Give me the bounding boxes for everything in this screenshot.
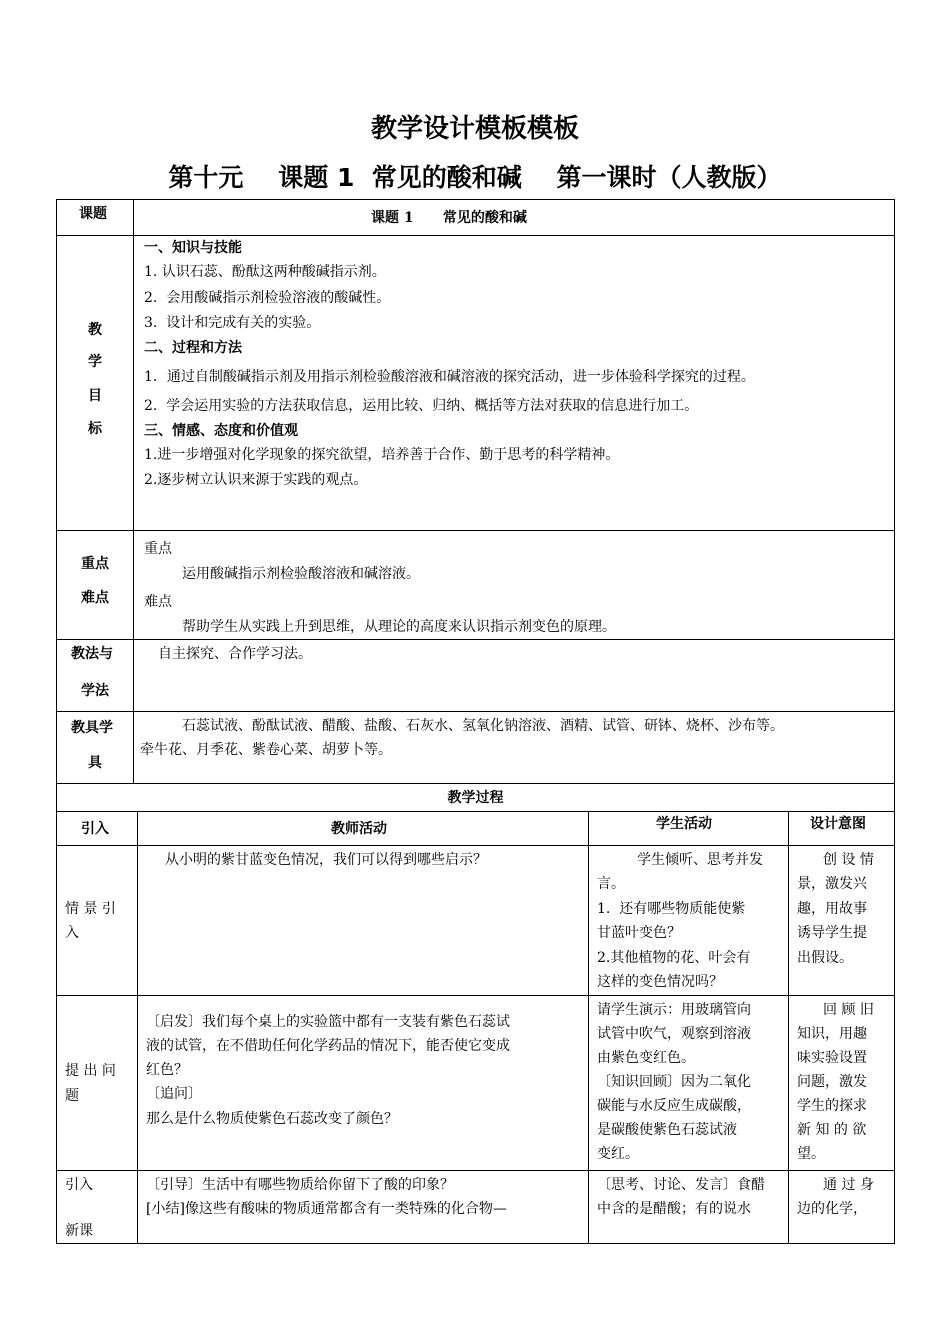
row3-intent-line: 通 过 身 bbox=[823, 1177, 874, 1193]
objectives-section1-title: 一、知识与技能 bbox=[144, 240, 242, 256]
row1-intent-line: 景，激发兴 bbox=[797, 876, 867, 892]
row2-stage-line: 题 bbox=[65, 1088, 79, 1104]
row2-teacher-cell bbox=[137, 995, 589, 1171]
objectives-section1-item: 3. 设计和完成有关的实验。 bbox=[144, 315, 321, 331]
tools-text-line1: 石蕊试液、酚酞试液、醋酸、盐酸、石灰水、氢氧化钠溶液、酒精、试管、研钵、烧杯、沙布等。 bbox=[182, 718, 784, 734]
row2-intent-line: 知识，用趣 bbox=[797, 1026, 867, 1042]
header-student: 学生活动 bbox=[656, 816, 712, 832]
header-cell-stage bbox=[56, 811, 138, 846]
key-point-text: 运用酸碱指示剂检验酸溶液和碱溶液。 bbox=[182, 566, 420, 582]
objectives-section2-item: 1．通过自制酸碱指示剂及用指示剂检验酸溶液和碱溶液的探究活动，进一步体验科学探究的过程。 bbox=[144, 369, 755, 385]
header-cell-intent bbox=[788, 811, 895, 846]
header-intent: 设计意图 bbox=[810, 816, 866, 832]
methods-label-line1: 教法与 bbox=[71, 646, 113, 662]
row1-student-line: 学生倾听、思考并发 bbox=[637, 852, 763, 868]
row2-student-line: 请学生演示：用玻璃管向 bbox=[597, 1002, 751, 1018]
row2-student-line: 变红。 bbox=[597, 1146, 639, 1162]
objectives-section3-item: 2.逐步树立认识来源于实践的观点。 bbox=[144, 472, 368, 488]
row1-student-line: 甘蓝叶变色？ bbox=[597, 925, 681, 941]
row1-student-cell bbox=[588, 845, 789, 996]
objectives-section2-title: 二、过程和方法 bbox=[144, 340, 242, 356]
keypoints-label-line1: 重点 bbox=[81, 556, 109, 572]
row3-intent-cell bbox=[788, 1170, 895, 1244]
keypoints-content-cell bbox=[133, 530, 895, 640]
header-teacher: 教师活动 bbox=[331, 821, 387, 837]
row2-teacher-line: 液的试管，在不借助任何化学药品的情况下，能否使它变成 bbox=[146, 1038, 510, 1054]
row3-student-cell bbox=[588, 1170, 789, 1244]
topic-value-cell bbox=[133, 199, 895, 236]
header-cell-student bbox=[588, 811, 789, 846]
row1-intent-line: 创 设 情 bbox=[823, 852, 874, 868]
methods-text: 自主探究、合作学习法。 bbox=[158, 646, 312, 662]
methods-label-cell bbox=[56, 639, 134, 712]
row1-intent-cell bbox=[788, 845, 895, 996]
row1-student-line: 2.其他植物的花、叶会有 bbox=[597, 950, 751, 966]
row3-stage-line: 引入 bbox=[65, 1177, 93, 1193]
process-title: 教学过程 bbox=[447, 790, 504, 806]
document-title: 教学设计模板模板 bbox=[370, 114, 579, 144]
row3-stage-line: 新课 bbox=[65, 1223, 93, 1239]
topic-label-cell bbox=[56, 199, 134, 236]
objectives-section3-title: 三、情感、态度和价值观 bbox=[144, 423, 298, 439]
row3-intent-line: 边的化学， bbox=[797, 1201, 867, 1217]
tools-content-cell bbox=[133, 711, 895, 784]
objectives-label-char-1: 教 bbox=[88, 322, 102, 338]
row1-teacher-cell bbox=[137, 845, 589, 996]
process-title-cell bbox=[56, 783, 895, 812]
methods-label-line2: 学法 bbox=[81, 683, 109, 699]
objectives-section1-item: 2. 会用酸碱指示剂检验溶液的酸碱性。 bbox=[144, 290, 391, 306]
objectives-section1-item: 1. 认识石蕊、酚酞这两种酸碱指示剂。 bbox=[144, 264, 386, 280]
tools-text-line2: 牵牛花、月季花、紫卷心菜、胡萝卜等。 bbox=[140, 742, 392, 758]
row2-student-line: 是碳酸使紫色石蕊试液 bbox=[597, 1122, 737, 1138]
row2-intent-line: 回 顾 旧 bbox=[823, 1002, 874, 1018]
keypoints-label-cell bbox=[56, 530, 134, 640]
objectives-label-char-4: 标 bbox=[88, 421, 102, 437]
difficult-point-text: 帮助学生从实践上升到思维，从理论的高度来认识指示剂变色的原理。 bbox=[182, 619, 616, 635]
row2-stage-cell bbox=[56, 995, 138, 1171]
row2-intent-cell bbox=[788, 995, 895, 1171]
row2-intent-line: 望。 bbox=[797, 1146, 825, 1162]
objectives-label-char-3: 目 bbox=[88, 388, 102, 404]
header-stage: 引入 bbox=[81, 821, 109, 837]
tools-label-line1: 教具学 bbox=[71, 720, 113, 736]
row2-teacher-line: 〔追问〕 bbox=[146, 1086, 202, 1102]
row3-teacher-line: [小结]像这些有酸味的物质通常都含有一类特殊的化合物— bbox=[146, 1201, 507, 1217]
objectives-section3-item: 1.进一步增强对化学现象的探究欲望，培养善于合作、勤于思考的科学精神。 bbox=[144, 447, 620, 463]
objectives-content-cell bbox=[133, 235, 895, 531]
row2-teacher-line: 〔启发〕我们每个桌上的实验篮中都有一支装有紫色石蕊试 bbox=[146, 1014, 510, 1030]
key-point-title: 重点 bbox=[144, 541, 172, 557]
row1-intent-line: 趣，用故事 bbox=[797, 901, 867, 917]
row2-student-line: 由紫色变红色。 bbox=[597, 1050, 695, 1066]
difficult-point-title: 难点 bbox=[144, 594, 172, 610]
row3-student-line: 〔思考、讨论、发言〕食醋 bbox=[597, 1177, 765, 1193]
objectives-label-cell bbox=[56, 235, 134, 531]
row2-intent-line: 学生的探求 bbox=[797, 1098, 867, 1114]
row2-student-line: 碳能与水反应生成碳酸， bbox=[597, 1098, 751, 1114]
row2-teacher-line: 那么是什么物质使紫色石蕊改变了颜色？ bbox=[146, 1111, 398, 1127]
row1-stage-line: 入 bbox=[65, 925, 79, 941]
row1-stage-line: 情 景 引 bbox=[65, 901, 116, 917]
row1-stage-cell bbox=[56, 845, 138, 996]
topic-value: 课题 1 常见的酸和碱 bbox=[371, 210, 527, 226]
objectives-label-char-2: 学 bbox=[88, 354, 102, 370]
document-subtitle: 第十元 课题 1 常见的酸和碱 第一课时（人教版） bbox=[168, 163, 782, 192]
row2-intent-line: 味实验设置 bbox=[797, 1050, 867, 1066]
row1-student-line: 1. 还有哪些物质能使紫 bbox=[597, 901, 746, 917]
header-cell-teacher bbox=[137, 811, 589, 846]
row2-intent-line: 问题，激发 bbox=[797, 1074, 867, 1090]
row3-student-line: 中含的是醋酸；有的说水 bbox=[597, 1201, 751, 1217]
tools-label-cell bbox=[56, 711, 134, 784]
row3-teacher-cell bbox=[137, 1170, 589, 1244]
row1-intent-line: 出假设。 bbox=[797, 950, 853, 966]
objectives-section2-item: 2. 学会运用实验的方法获取信息，运用比较、归纳、概括等方法对获取的信息进行加工。 bbox=[144, 398, 699, 414]
row2-student-line: 试管中吹气，观察到溶液 bbox=[597, 1026, 751, 1042]
row2-stage-line: 提 出 问 bbox=[65, 1063, 116, 1079]
keypoints-label-line2: 难点 bbox=[81, 590, 109, 606]
topic-label: 课题 bbox=[79, 206, 107, 222]
row1-student-line: 言。 bbox=[597, 876, 625, 892]
row1-teacher-line: 从小明的紫甘蓝变色情况，我们可以得到哪些启示？ bbox=[165, 852, 487, 868]
methods-content-cell bbox=[133, 639, 895, 712]
row1-intent-line: 诱导学生提 bbox=[797, 925, 867, 941]
row3-teacher-line: 〔引导〕生活中有哪些物质给你留下了酸的印象？ bbox=[146, 1177, 454, 1193]
row1-student-line: 这样的变色情况吗？ bbox=[597, 974, 723, 990]
row2-teacher-line: 红色？ bbox=[146, 1062, 188, 1078]
row3-stage-cell bbox=[56, 1170, 138, 1244]
row2-intent-line: 新 知 的 欲 bbox=[797, 1122, 867, 1138]
tools-label-line2: 具 bbox=[88, 755, 102, 771]
row2-student-cell bbox=[588, 995, 789, 1171]
row2-student-line: 〔知识回顾〕因为二氧化 bbox=[597, 1074, 751, 1090]
